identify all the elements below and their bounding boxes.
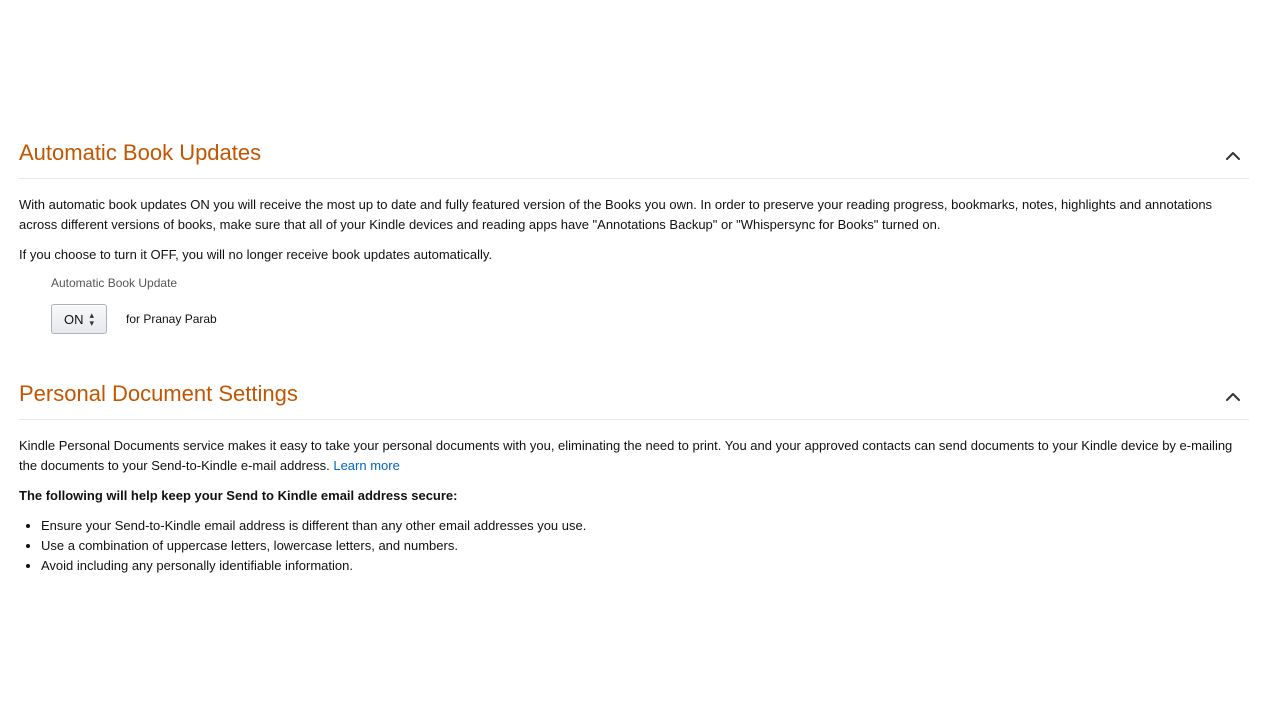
- learn-more-link[interactable]: Learn more: [333, 458, 400, 473]
- personal-docs-description-text: Kindle Personal Documents service makes it easy to take your personal documents with you, eliminating the need to print. You and your approved contacts can send documents to your Kindle device by e-mailing the documents to your Send-to-Kindle e-mail address.: [19, 438, 1233, 473]
- book-update-owner: for Pranay Parab: [126, 312, 217, 326]
- secure-heading: The following will help keep your Send to Kindle email address secure:: [19, 488, 458, 503]
- chevron-up-icon: [1225, 392, 1241, 402]
- book-updates-title: Automatic Book Updates: [19, 140, 262, 165]
- personal-docs-description: [19, 436, 1249, 476]
- personal-document-settings-section: [19, 379, 1249, 576]
- book-update-select-value: ON: [63, 311, 84, 327]
- automatic-book-updates-section: [19, 138, 1249, 334]
- security-tips-list: [19, 516, 1249, 576]
- list-item: • Ensure your Send-to-Kindle email address is different than any other email addresses you use.: [41, 516, 1249, 536]
- book-updates-off-note: If you choose to turn it OFF, you will no longer receive book updates automatically.: [19, 247, 493, 262]
- book-update-select-row: [51, 304, 1249, 334]
- book-updates-collapse-button[interactable]: [1221, 144, 1245, 168]
- list-item: • Use a combination of uppercase letters, lowercase letters, and numbers.: [41, 536, 1249, 556]
- personal-docs-header: [19, 379, 1249, 420]
- book-update-setting: [51, 275, 1249, 334]
- chevron-up-icon: [1225, 151, 1241, 161]
- select-arrows-icon: ▴ ▾: [89, 310, 95, 328]
- book-update-field-label: Automatic Book Update: [51, 276, 178, 290]
- personal-docs-collapse-button[interactable]: [1221, 385, 1245, 409]
- book-updates-description: With automatic book updates ON you will receive the most up to date and fully featured version of the Books you own. In order to preserve your reading progress, bookmarks, notes, highlights and annotations across different versions of books, make sure that all of your Kindle devices and reading apps have "Annotations Backup" or "Whispersync for Books" turned on.: [19, 197, 1213, 232]
- personal-docs-title: Personal Document Settings: [19, 381, 298, 406]
- list-item: • Avoid including any personally identifiable information.: [41, 556, 1249, 576]
- book-updates-header: [19, 138, 1249, 179]
- book-update-select[interactable]: [51, 304, 107, 334]
